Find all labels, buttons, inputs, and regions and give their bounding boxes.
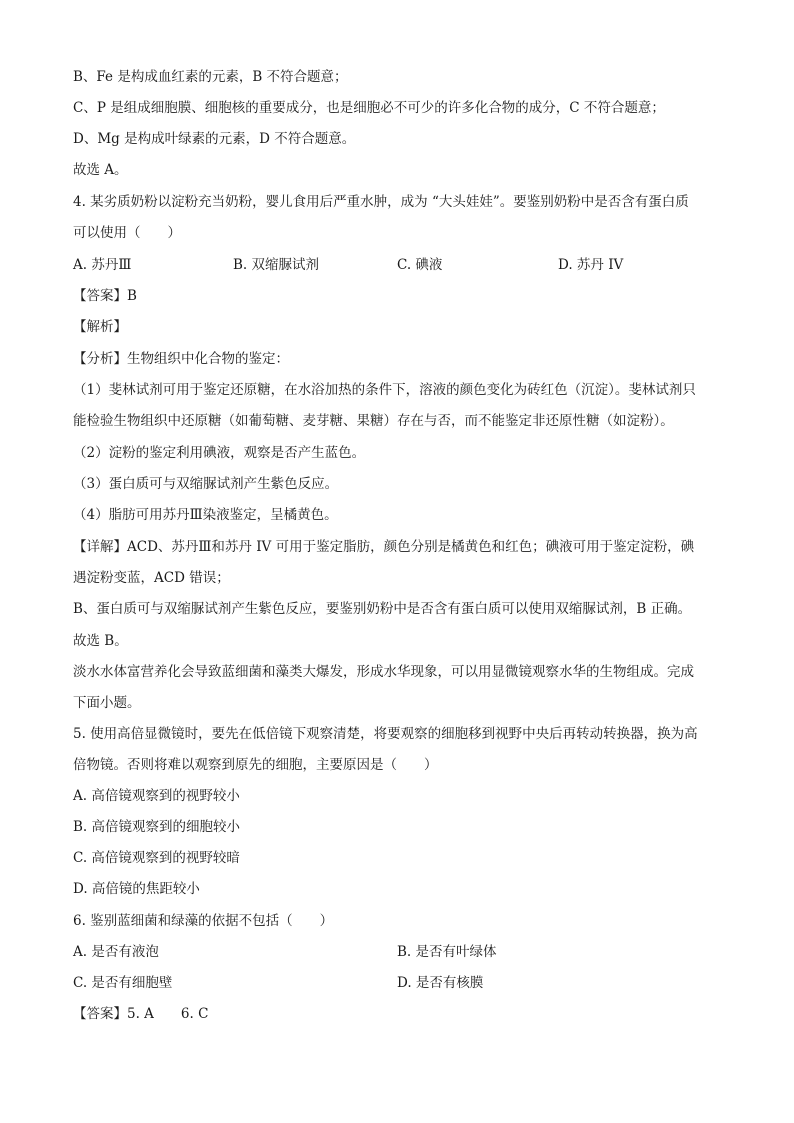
q5-option-c: C. 高倍镜观察到的视野较暗 — [73, 850, 240, 866]
q4-option-a: A. 苏丹Ⅲ — [73, 257, 132, 273]
text-line-4: 故选 A。 — [73, 162, 128, 178]
analysis-point-1a: （1）斐林试剂可用于鉴定还原糖，在水浴加热的条件下，溶液的颜色变化为砖红色（沉淀）。斐林试剂只 — [73, 382, 696, 398]
answer-5-6: 【答案】5. A 6. C — [73, 1006, 209, 1022]
detail-line-4: 故选 B。 — [73, 633, 128, 649]
text-line-3: D、Mg 是构成叶绿素的元素，D 不符合题意。 — [73, 131, 356, 147]
q4-option-c: C. 碘液 — [397, 257, 443, 273]
analysis-intro: 【分析】生物组织中化合物的鉴定： — [73, 351, 289, 367]
text-line-1: B、Fe 是构成血红素的元素，B 不符合题意； — [73, 69, 348, 85]
analysis-point-1b: 能检验生物组织中还原糖（如葡萄糖、麦芽糖、果糖）存在与否，而不能鉴定非还原性糖（如淀粉）。 — [73, 413, 674, 429]
answer-4: 【答案】B — [73, 288, 137, 304]
analysis-point-3: （3）蛋白质可与双缩脲试剂产生紫色反应。 — [73, 476, 339, 492]
question-5-stem-1: 5. 使用高倍显微镜时，要先在低倍镜下观察清楚，将要观察的细胞移到视野中央后再转动转换器，换为高 — [73, 726, 698, 742]
question-5-stem-2: 倍物镜。否则将难以观察到原先的细胞，主要原因是（ ） — [73, 757, 438, 773]
analysis-heading: 【解析】 — [73, 319, 127, 335]
detail-line-2: 遇淀粉变蓝，ACD 错误； — [73, 570, 230, 586]
text-line-2: C、P 是组成细胞膜、细胞核的重要成分，也是细胞必不可少的许多化合物的成分，C 不符合题意； — [73, 100, 665, 116]
group-intro-1: 淡水水体富营养化会导致蓝细菌和藻类大爆发，形成水华现象，可以用显微镜观察水华的生物组成。完成 — [73, 664, 694, 680]
question-6-stem: 6. 鉴别蓝细菌和绿藻的依据不包括（ ） — [73, 913, 334, 929]
q5-option-a: A. 高倍镜观察到的视野较小 — [73, 788, 240, 804]
analysis-point-4: （4）脂肪可用苏丹Ⅲ染液鉴定，呈橘黄色。 — [73, 507, 338, 523]
q4-option-b: B. 双缩脲试剂 — [233, 257, 320, 273]
detail-line-3: B、蛋白质可与双缩脲试剂产生紫色反应，要鉴别奶粉中是否含有蛋白质可以使用双缩脲试剂，B 正确。 — [73, 601, 692, 617]
q5-option-d: D. 高倍镜的焦距较小 — [73, 881, 200, 897]
question-4-stem-1: 4. 某劣质奶粉以淀粉充当奶粉，婴儿食用后严重水肿，成为 “大头娃娃”。要鉴别奶粉中是否含有蛋白质 — [73, 194, 689, 210]
q6-option-c: C. 是否有细胞壁 — [73, 975, 173, 991]
q6-option-d: D. 是否有核膜 — [397, 975, 484, 991]
q6-option-a: A. 是否有液泡 — [73, 944, 159, 960]
group-intro-2: 下面小题。 — [73, 695, 141, 711]
detail-line-1: 【详解】ACD、苏丹Ⅲ和苏丹 IV 可用于鉴定脂肪，颜色分别是橘黄色和红色；碘液可用于鉴定淀粉，碘 — [73, 539, 695, 555]
analysis-point-2: （2）淀粉的鉴定利用碘液，观察是否产生蓝色。 — [73, 445, 366, 461]
q6-option-b: B. 是否有叶绿体 — [397, 944, 497, 960]
q5-option-b: B. 高倍镜观察到的细胞较小 — [73, 819, 241, 835]
q4-option-d: D. 苏丹 IV — [558, 257, 624, 273]
question-4-stem-2: 可以使用（ ） — [73, 225, 181, 241]
